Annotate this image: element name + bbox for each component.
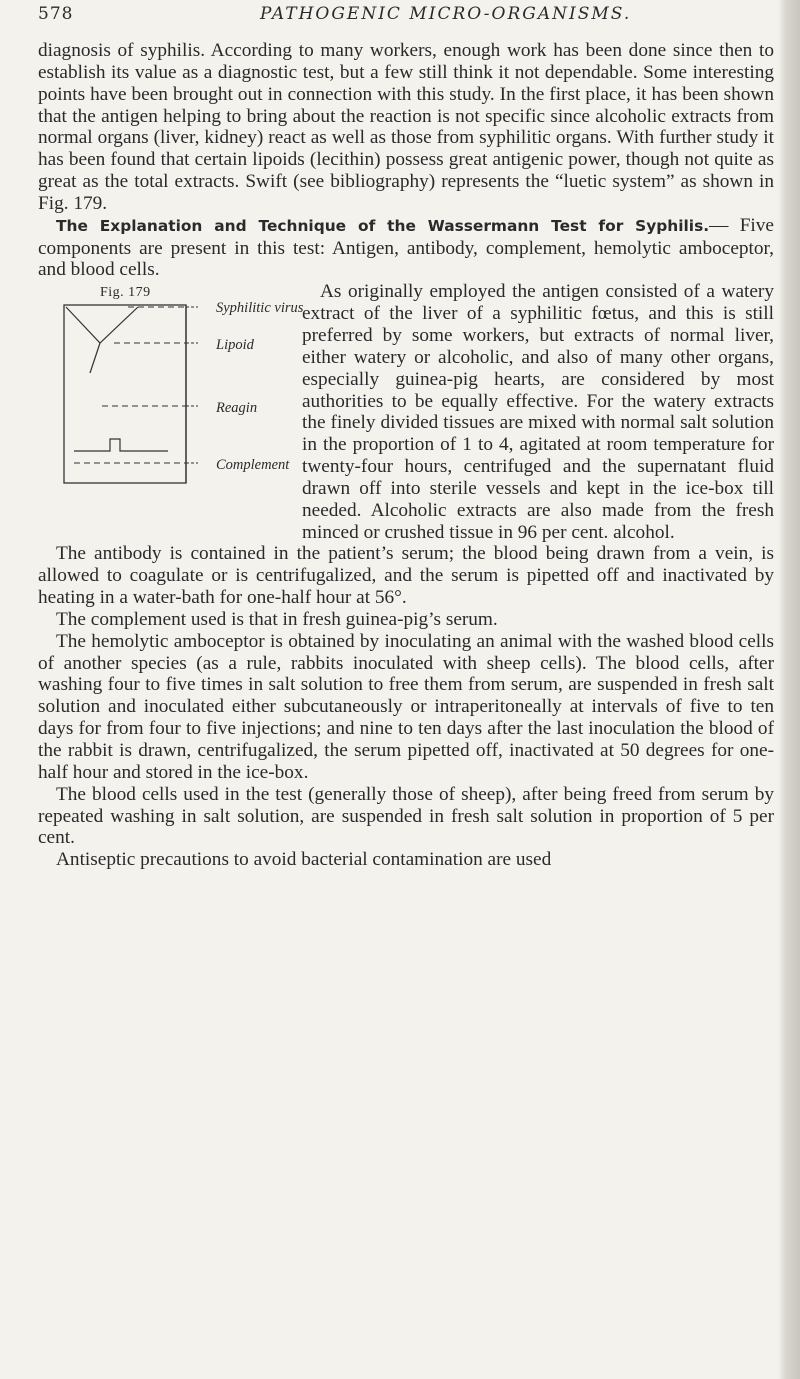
- label-complement: Complement: [216, 457, 290, 474]
- paragraph-5: The complement used is that in fresh guinea-pig’s serum.: [56, 608, 498, 630]
- paragraph-2: [38, 215, 774, 282]
- paragraph-3-text: As originally employed the antigen consisted of a watery extract of the liver of a syphilitic fœtus, and this is still preferred by some workers, but extracts of normal liver, either watery or alcoholic, and also of many other organs, especially guinea-pig hearts, are considered by most authorities to be equally effective. For the watery extracts the finely divided tissues are mixed with normal salt solution in the proportion of 1 to 4, agitated at room temperature for twenty-four hours, centrifuged and the supernatant fluid drawn off into sterile vessels and kept in the ice-box till needed. Alcoholic extracts are also made from the fresh minced or crushed tissue in 96 per cent. alcohol.: [302, 281, 774, 543]
- paragraph-6: The hemolytic amboceptor is obtained by inoculating an animal with the washed blood cells of another species (as a rule, rabbits inoculated with sheep cells). The blood cells, after washing four to five times in salt solution to free them from serum, are suspended in fresh salt solution and inoculated either subcutaneously or intraperitoneally at intervals of five to ten days for from four to five injections; and nine to ten days after the last inoculation the blood of the rabbit is drawn, centrifugalized, the serum pipetted off, inactivated at 50 degrees for one-half hour and stored in the ice-box.: [38, 630, 774, 783]
- page-number: 578: [38, 4, 74, 24]
- label-lipoid: Lipoid: [216, 337, 254, 354]
- paragraph-8: Antiseptic precautions to avoid bacterial contamination are used: [56, 849, 552, 871]
- figure-179: [38, 281, 304, 535]
- body-text: [38, 40, 774, 871]
- paragraph-3: [38, 281, 774, 543]
- label-syphilitic-virus: Syphilitic virus: [216, 300, 304, 317]
- running-header: [38, 4, 778, 32]
- page-edge-shadow: [778, 0, 800, 1379]
- section-heading: The Explanation and Technique of the Wassermann Test for Syphilis.: [56, 216, 710, 235]
- figure-caption: Fig. 179: [100, 285, 151, 301]
- paragraph-1: diagnosis of syphilis. According to many workers, enough work has been done since then to establish its value as a diagnostic test, but a few still think it not dependable. Some interesting points have been brought out in connection with this study. In the first place, it has been shown that the antigen helping to bring about the reaction is not specific since alcoholic extracts from normal organs (liver, kidney) react as well as those from syphilitic organs. With further study it has been found that certain lipoids (lecithin) possess great antigenic power, though not quite as great as the total extracts. Swift (see bibliography) represents the “luetic system” as shown in Fig. 179.: [38, 40, 774, 214]
- label-reagin: Reagin: [216, 400, 258, 417]
- running-title: PATHOGENIC MICRO-ORGANISMS.: [260, 4, 632, 24]
- paragraph-7: The blood cells used in the test (generally those of sheep), after being freed from serum by repeated washing in salt solution, are suspended in fresh salt solution in proportion of 5 per cent.: [38, 783, 774, 849]
- paragraph-4: The antibody is contained in the patient’s serum; the blood being drawn from a vein, is allowed to coagulate or is centrifugalized, and the serum is pipetted off and inactivated by heating in a water-bath for one-half hour at 56°.: [38, 543, 774, 609]
- section-heading-body: — Five components are present in this test: Antigen, antibody, complement, hemolytic amboceptor, and blood cells.: [38, 214, 774, 281]
